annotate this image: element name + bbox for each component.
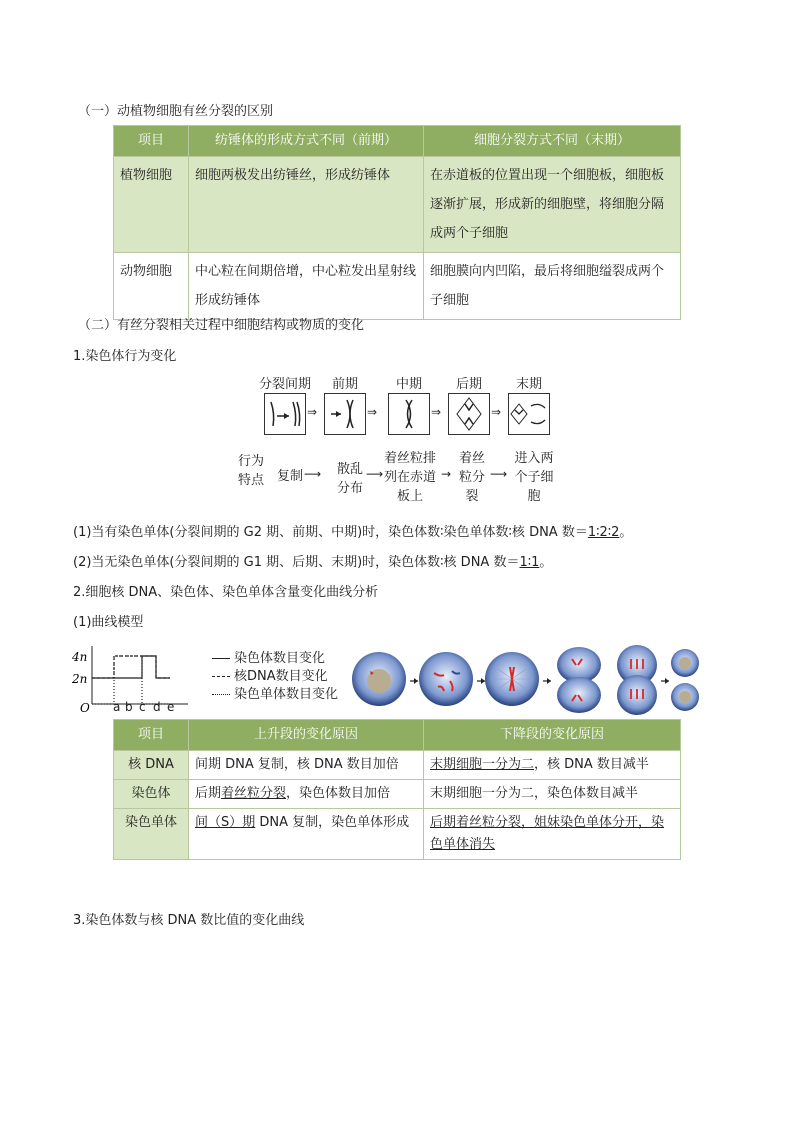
stage-label: 中期 [395,377,422,392]
chart-legend [212,650,338,704]
row-label: 染色单体 [114,809,189,860]
note-text: 。 [619,525,633,540]
arrow-icon: ⇒ [491,405,502,419]
behavior-line: 着丝粒排 [383,451,436,466]
comparison-table [113,125,681,320]
subsection-curve-analysis: 2.细胞核 DNA、染色体、染色单体含量变化曲线分析 [73,585,379,600]
table-header: 项目 [114,720,189,751]
row-label: 核 DNA [114,751,189,780]
legend-label: 染色单体数目变化 [234,687,339,702]
behavior-text: 复制 [276,469,303,484]
note-ratio-2 [73,551,552,570]
x-tick-label: a [113,700,121,714]
row-label: 植物细胞 [114,157,189,253]
behavior-text [506,449,562,506]
cell-underlined-text: 末期细胞一分为二 [430,757,535,772]
behavior-line: 板上 [396,489,423,504]
cell-text: ，核 DNA 数目减半 [534,757,649,772]
stage-label: 后期 [455,377,482,392]
legend-dotted-line [212,694,230,695]
table-cell [424,809,681,860]
note-ratio-1 [73,521,632,540]
cell-division-illustration [350,643,700,718]
table-cell [424,751,681,780]
x-tick-label: b [125,700,133,714]
y-tick-label: 4n [72,650,88,664]
curve-analysis-table [113,719,681,860]
prophase-cell-icon [324,393,366,435]
table-header: 细胞分裂方式不同（末期） [424,126,681,157]
behavior-line: 列在赤道 [383,470,436,485]
note-text: 。 [539,555,553,570]
x-tick-label: e [167,700,175,714]
table-cell: 中心粒在间期倍增，中心粒发出星射线形成纺锤体 [189,253,424,320]
y-tick-label: 2n [72,672,88,686]
subsection-curve-model: (1)曲线模型 [73,615,144,630]
table-header: 下降段的变化原因 [424,720,681,751]
arrow-icon: ⇒ [307,405,318,419]
behavior-line: 进入两 [514,451,554,466]
behavior-line: 着丝 [458,451,485,466]
table-cell: 细胞两极发出纺锤丝，形成纺锤体 [189,157,424,253]
cell-text: 后期 [195,786,222,801]
table-cell: 末期细胞一分为二，染色体数目减半 [424,780,681,809]
legend-label: 染色体数目变化 [234,651,326,666]
behavior-label-line: 行为 [237,454,264,469]
legend-dashed-line [212,676,230,677]
legend-item [212,686,338,704]
cell-text: DNA 复制，染色单体形成 [255,815,410,830]
cell-underlined-text: 后期着丝粒分裂，姐妹染色单体分开，染色单体消失 [430,815,665,852]
arrow-icon: ⟶ [304,467,322,481]
arrow-icon: ⇒ [367,405,378,419]
behavior-line: 胞 [527,489,541,504]
table-cell: 细胞膜向内凹陷，最后将细胞缢裂成两个子细胞 [424,253,681,320]
table-header: 项目 [114,126,189,157]
row-label: 动物细胞 [114,253,189,320]
cell-prophase-icon [419,652,473,706]
curve-model-chart [70,640,200,715]
table-cell: 在赤道板的位置出现一个细胞板，细胞板逐渐扩展，形成新的细胞壁，将细胞分隔成两个子细胞 [424,157,681,253]
behavior-label-line: 特点 [237,473,264,488]
behavior-line: 个子细 [514,470,554,485]
behavior-text [380,449,440,506]
legend-item [212,668,338,686]
section-2-title: （二）有丝分裂相关过程中细胞结构或物质的变化 [78,318,365,333]
note-ratio: 1∶1 [519,555,540,570]
behavior-text [452,449,492,506]
table-cell [189,809,424,860]
row-label: 染色体 [114,780,189,809]
table-header: 纺锤体的形成方式不同（前期） [189,126,424,157]
behavior-label [236,452,266,490]
anaphase-cell-icon [448,393,490,435]
x-tick-label: d [153,700,161,714]
table-cell [189,780,424,809]
note-text: (1)当有染色单体(分裂间期的 G2 期、前期、中期)时，染色体数∶染色单体数∶核 DNA 数＝ [73,525,588,540]
metaphase-cell-icon [388,393,430,435]
interphase-cell-icon [264,393,306,435]
section-1-title: （一）动植物细胞有丝分裂的区别 [78,104,274,119]
series-line-dashed [92,656,170,678]
behavior-line: 裂 [465,489,479,504]
arrow-icon: ⟶ [366,467,384,481]
table-cell: 间期 DNA 复制，核 DNA 数目加倍 [189,751,424,780]
note-text: (2)当无染色单体(分裂间期的 G1 期、后期、末期)时，染色体数∶核 DNA 数＝ [73,555,520,570]
cell-underlined-text: 间（S）期 [195,815,256,830]
legend-label: 核DNA数目变化 [234,669,328,684]
legend-solid-line [212,658,230,659]
stage-label: 分裂间期 [258,377,311,392]
behavior-text [330,460,370,498]
stage-label: 前期 [331,377,358,392]
behavior-line: 散乱 [336,462,363,477]
behavior-line: 粒分 [458,470,485,485]
section-3-title: 3.染色体数与核 DNA 数比值的变化曲线 [73,913,305,928]
arrow-icon: → [441,467,452,481]
curve-series-group [92,656,170,704]
telophase-cell-icon [508,393,550,435]
arrow-icon: ⇒ [431,405,442,419]
note-ratio: 1∶2∶2 [587,525,620,540]
stage-label: 末期 [515,377,542,392]
series-line-solid [92,656,170,678]
cell-underlined-text: 着丝粒分裂 [221,786,287,801]
origin-label: O [80,701,90,715]
behavior-line: 分布 [336,481,363,496]
subsection-chromosome-behavior: 1.染色体行为变化 [73,349,177,364]
x-tick-label: c [139,700,146,714]
legend-item [212,650,338,668]
cell-text: ，染色体数目加倍 [286,786,391,801]
arrow-icon: ⟶ [490,467,508,481]
series-line-dotted [92,656,170,704]
table-header: 上升段的变化原因 [189,720,424,751]
